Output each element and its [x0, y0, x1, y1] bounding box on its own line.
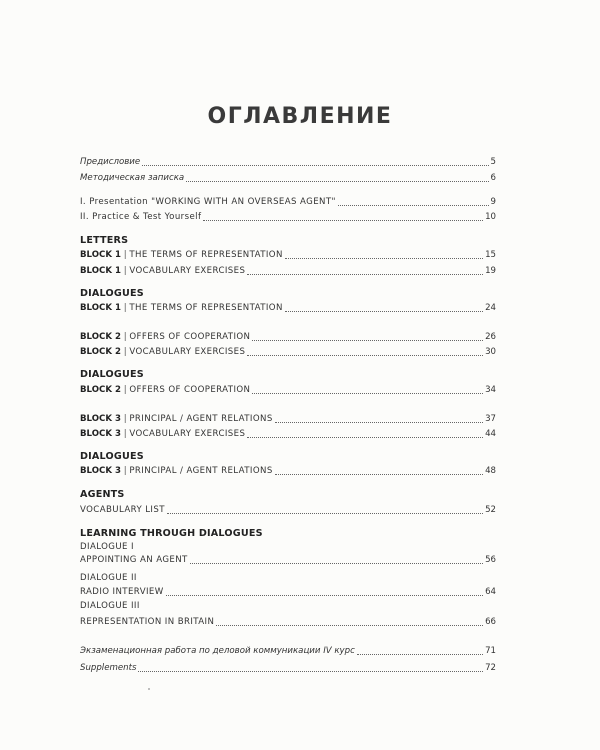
- separator: |: [123, 303, 127, 313]
- separator: |: [123, 466, 127, 476]
- toc-entry-block[interactable]: [80, 344, 496, 358]
- entry-page: 26: [485, 332, 496, 342]
- dot-leader: [247, 273, 483, 275]
- entry-label: VOCABULARY EXERCISES: [129, 266, 246, 276]
- block-number: BLOCK 1: [80, 250, 121, 260]
- entry-page: 71: [485, 646, 496, 656]
- entry-page: 30: [485, 347, 496, 357]
- entry-label: VOCABULARY LIST: [80, 505, 165, 515]
- section-heading-learning: LEARNING THROUGH DIALOGUES: [80, 528, 263, 539]
- separator: |: [123, 250, 127, 260]
- toc-entry-dialogue[interactable]: [80, 552, 496, 566]
- entry-label: THE TERMS OF REPRESENTATION: [129, 250, 283, 260]
- entry-label: VOCABULARY EXERCISES: [129, 347, 246, 357]
- dot-leader: [247, 354, 483, 356]
- toc-entry-preface[interactable]: [80, 154, 496, 168]
- block-number: BLOCK 1: [80, 266, 121, 276]
- entry-label: II. Practice & Test Yourself: [80, 212, 202, 222]
- entry-page: 66: [485, 617, 496, 627]
- entry-page: 48: [485, 466, 496, 476]
- dot-leader: [285, 310, 483, 312]
- separator: |: [123, 332, 127, 342]
- entry-label: OFFERS OF COOPERATION: [129, 385, 251, 395]
- toc-entry-block[interactable]: [80, 329, 496, 343]
- page-title: ОГЛАВЛЕНИЕ: [207, 104, 393, 129]
- block-number: BLOCK 3: [80, 429, 121, 439]
- dialogue-number: DIALOGUE II: [80, 573, 137, 583]
- dot-leader: [186, 180, 488, 182]
- toc-entry-block[interactable]: [80, 300, 496, 314]
- block-number: BLOCK 2: [80, 332, 121, 342]
- toc-entry-block[interactable]: [80, 426, 496, 440]
- dot-leader: [142, 164, 488, 166]
- dot-leader: [252, 339, 483, 341]
- section-heading-dialogues: DIALOGUES: [80, 451, 144, 462]
- entry-page: 15: [485, 250, 496, 260]
- separator: |: [123, 266, 127, 276]
- dot-leader: [275, 421, 483, 423]
- toc-entry-vocab-list[interactable]: [80, 502, 496, 516]
- entry-page: 24: [485, 303, 496, 313]
- entry-page: 64: [485, 587, 496, 597]
- section-heading-dialogues: DIALOGUES: [80, 369, 144, 380]
- toc-entry-dialogue[interactable]: [80, 614, 496, 628]
- dialogue-number: DIALOGUE I: [80, 542, 134, 552]
- dot-leader: [357, 653, 483, 655]
- entry-label: THE TERMS OF REPRESENTATION: [129, 303, 283, 313]
- entry-label: PRINCIPAL / AGENT RELATIONS: [129, 466, 273, 476]
- separator: |: [123, 429, 127, 439]
- entry-label: RADIO INTERVIEW: [80, 587, 164, 597]
- toc-entry-block[interactable]: [80, 247, 496, 261]
- toc-entry-block[interactable]: [80, 263, 496, 277]
- entry-label: Предисловие: [80, 157, 141, 167]
- dot-leader: [190, 562, 483, 564]
- toc-entry-method-note[interactable]: [80, 170, 496, 184]
- entry-page: 9: [490, 197, 496, 207]
- toc-entry-exam[interactable]: [80, 643, 496, 657]
- entry-page: 37: [485, 414, 496, 424]
- entry-page: 6: [490, 173, 496, 183]
- separator: |: [123, 414, 127, 424]
- entry-page: 72: [485, 663, 496, 673]
- entry-label: VOCABULARY EXERCISES: [129, 429, 246, 439]
- dot-leader: [216, 624, 483, 626]
- dot-leader: [138, 670, 483, 672]
- section-heading-letters: LETTERS: [80, 235, 129, 246]
- entry-page: 19: [485, 266, 496, 276]
- entry-label: PRINCIPAL / AGENT RELATIONS: [129, 414, 273, 424]
- block-number: BLOCK 3: [80, 466, 121, 476]
- toc-entry-block[interactable]: [80, 382, 496, 396]
- block-number: BLOCK 2: [80, 385, 121, 395]
- entry-label: Supplements: [80, 663, 137, 673]
- entry-label: Методическая записка: [80, 173, 185, 183]
- toc-entry-presentation[interactable]: [80, 194, 496, 208]
- dot-leader: [285, 257, 483, 259]
- entry-page: 52: [485, 505, 496, 515]
- entry-label: OFFERS OF COOPERATION: [129, 332, 251, 342]
- scan-speck: [148, 688, 150, 690]
- dot-leader: [247, 436, 483, 438]
- entry-page: 5: [490, 157, 496, 167]
- toc-entry-block[interactable]: [80, 463, 496, 477]
- dot-leader: [167, 512, 483, 514]
- entry-label: APPOINTING AN AGENT: [80, 555, 188, 565]
- entry-label: Экзаменационная работа по деловой коммуникации IV курс: [80, 646, 355, 656]
- dialogue-number: DIALOGUE III: [80, 601, 140, 611]
- toc-entry-dialogue[interactable]: [80, 584, 496, 598]
- entry-page: 56: [485, 555, 496, 565]
- separator: |: [123, 385, 127, 395]
- toc-entry-block[interactable]: [80, 411, 496, 425]
- separator: |: [123, 347, 127, 357]
- dot-leader: [338, 204, 489, 206]
- section-heading-dialogues: DIALOGUES: [80, 288, 144, 299]
- entry-label: I. Presentation "WORKING WITH AN OVERSEAS AGENT": [80, 197, 336, 207]
- block-number: BLOCK 3: [80, 414, 121, 424]
- section-heading-agents: AGENTS: [80, 489, 125, 500]
- block-number: BLOCK 1: [80, 303, 121, 313]
- block-number: BLOCK 2: [80, 347, 121, 357]
- toc-entry-practice[interactable]: [80, 209, 496, 223]
- entry-page: 44: [485, 429, 496, 439]
- toc-entry-supplements[interactable]: [80, 660, 496, 674]
- dot-leader: [203, 219, 483, 221]
- dot-leader: [166, 594, 483, 596]
- entry-page: 10: [485, 212, 496, 222]
- entry-page: 34: [485, 385, 496, 395]
- dot-leader: [275, 473, 483, 475]
- dot-leader: [252, 392, 483, 394]
- entry-label: REPRESENTATION IN BRITAIN: [80, 617, 215, 627]
